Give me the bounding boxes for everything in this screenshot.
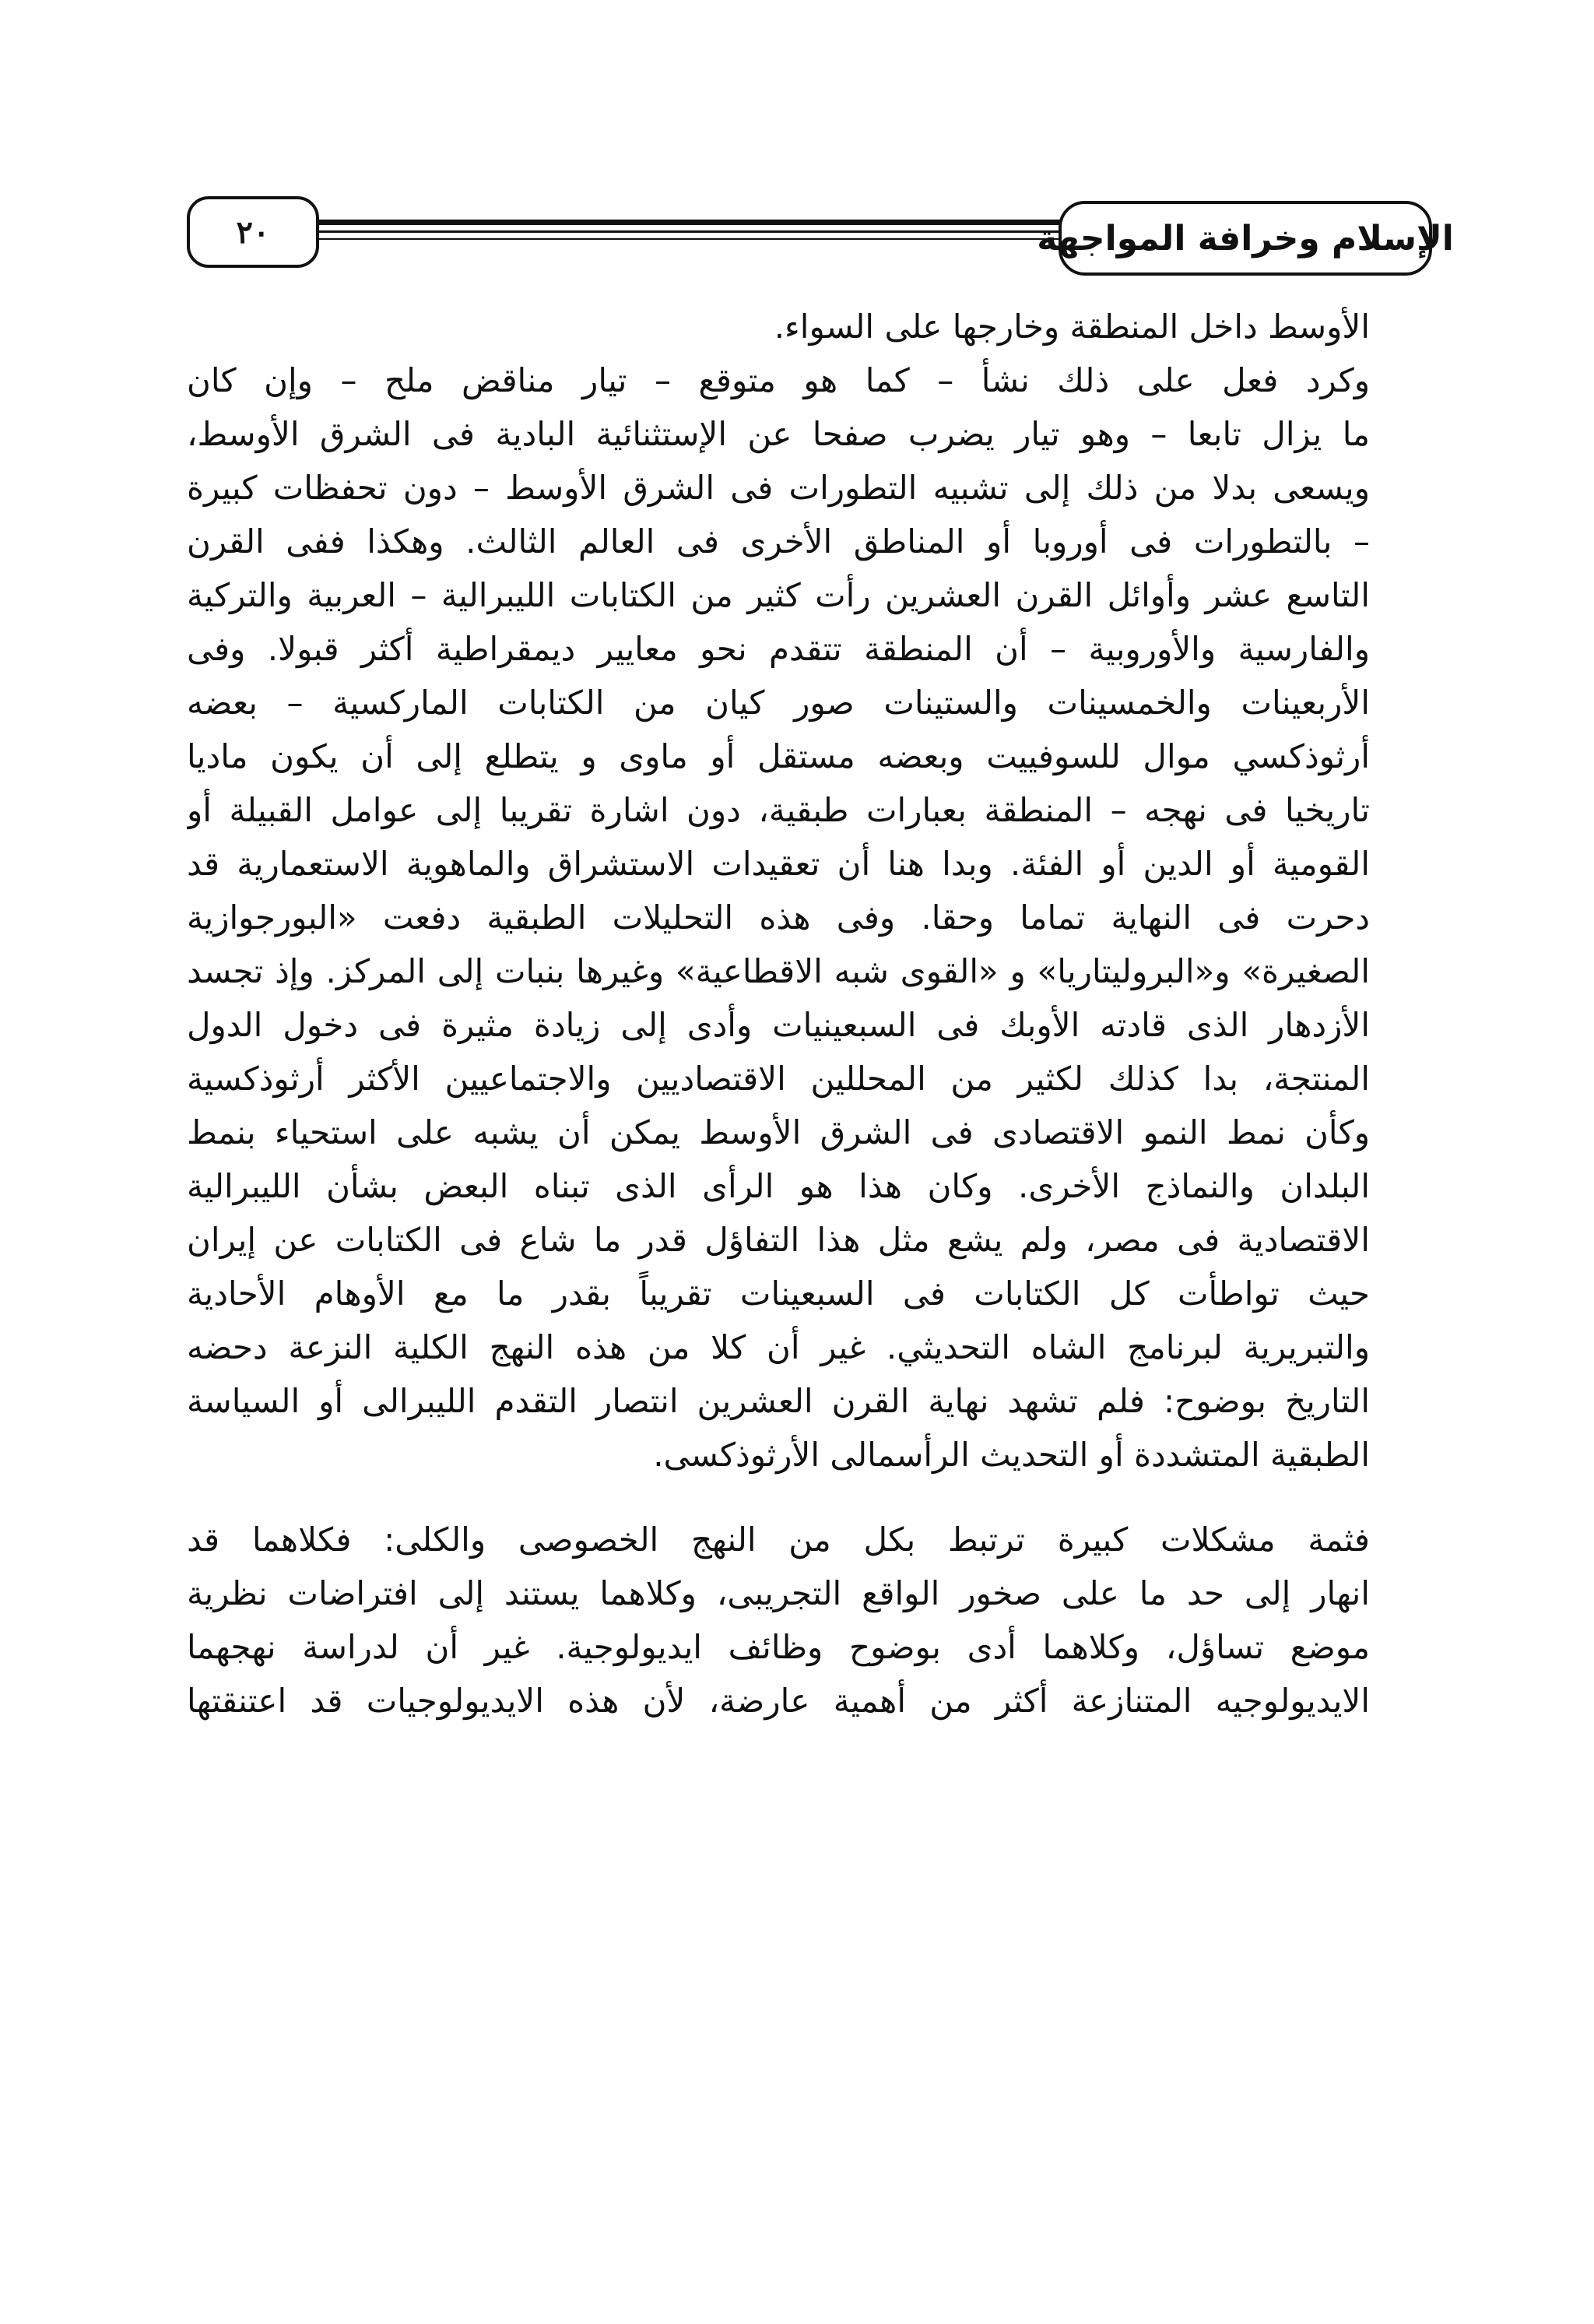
header-rule [304,220,1066,225]
paragraph-gap [187,1482,1370,1513]
page-number-frame [187,196,319,268]
text-line: انهار إلى حد ما على صخور الواقع التجريبى، وكلاهما يستند إلى افتراضات نظرية [187,1574,1370,1612]
book-title-frame [1037,201,1454,276]
text-line: الاقتصادية فى مصر، ولم يشع مثل هذا التفاؤل قدر ما شاع فى الكتابات عن إيران [187,1221,1370,1259]
text-line: المنتجة، بدا كذلك لكثير من المحللين الاقتصاديين والاجتماعيين الأكثر أرثوذكسية [187,1060,1370,1098]
text-line: الأزدهار الذى قادته الأوبك فى السبعينيات وأدى إلى زيادة مثيرة فى دخول الدول [187,1006,1370,1044]
running-header [187,185,1454,279]
text-line: الايديولوجيه المتنازعة أكثر من أهمية عارضة، لأن هذه الايديولوجيات قد اعتنقتها [187,1682,1370,1720]
page-number: ٢٠ [236,213,270,251]
text-line: والفارسية والأوروبية – أن المنطقة تتقدم نحو معايير ديمقراطية أكثر قبولا. وفى [187,630,1370,668]
text-line: وكأن نمط النمو الاقتصادى فى الشرق الأوسط يمكن أن يشبه على استحياء بنمط [187,1113,1370,1151]
paragraph [187,1513,1370,1728]
text-line: تاريخيا فى نهجه – المنطقة بعبارات طبقية، دون اشارة تقريبا إلى عوامل القبيلة أو [187,791,1370,829]
text-line: الأربعينات والخمسينات والستينات صور كيان من الكتابات الماركسية – بعضه [187,684,1370,722]
header-rule [304,230,1066,233]
text-line: ما يزال تابعا – وهو تيار يضرب صفحا عن الإستثنائية البادية فى الشرق الأوسط، [187,415,1370,453]
text-line: حيث تواطأت كل الكتابات فى السبعينات تقريباً بقدر ما مع الأوهام الأحادية [187,1275,1370,1313]
text-line: موضع تساؤل، وكلاهما أدى بوضوح وظائف ايديولوجية. غير أن لدراسة نهجهما [187,1628,1370,1666]
text-line: أرثوذكسي موال للسوفييت وبعضه مستقل أو ماوى و يتطلع إلى أن يكون ماديا [187,737,1370,775]
text-line: البلدان والنماذج الأخرى. وكان هذا هو الرأى الذى تبناه البعض بشأن الليبرالية [187,1167,1370,1205]
header-rule [304,238,1066,240]
text-line: ويسعى بدلا من ذلك إلى تشبيه التطورات فى الشرق الأوسط – دون تحفظات كبيرة [187,469,1370,507]
body-text [187,300,1370,1728]
text-line: وكرد فعل على ذلك نشأ – كما هو متوقع – تيار مناقض ملح – وإن كان [187,361,1370,399]
text-line: الطبقية المتشددة أو التحديث الرأسمالى الأرثوذكسى. [653,1436,1370,1474]
text-line: القومية أو الدين أو الفئة. وبدا هنا أن تعقيدات الاستشراق والماهوية الاستعمارية قد [187,845,1370,883]
text-line: التاسع عشر وأوائل القرن العشرين رأت كثير من الكتابات الليبرالية – العربية والتركية [187,576,1370,614]
text-line: الصغيرة» و«البروليتاريا» و «القوى شبه الاقطاعية» وغيرها بنبات إلى المركز. وإذ تجسد [187,952,1370,990]
text-line: التاريخ بوضوح: فلم تشهد نهاية القرن العشرين انتصار التقدم الليبرالى أو السياسة [187,1382,1370,1420]
text-line: الأوسط داخل المنطقة وخارجها على السواء. [774,308,1370,346]
paragraph [187,300,1370,353]
paragraph [187,353,1370,1482]
text-line: فثمة مشكلات كبيرة ترتبط بكل من النهج الخصوصى والكلى: فكلاهما قد [187,1521,1370,1559]
book-title: الإسلام وخرافة المواجهة [1037,218,1454,258]
text-line: والتبريرية لبرنامج الشاه التحديثي. غير أن كلا من هذه النهج الكلية النزعة دحضه [187,1328,1370,1366]
text-line: دحرت فى النهاية تماما وحقا. وفى هذه التحليلات الطبقية دفعت «البورجوازية [187,898,1370,937]
text-line: – بالتطورات فى أوروبا أو المناطق الأخرى فى العالم الثالث. وهكذا ففى القرن [187,522,1370,561]
